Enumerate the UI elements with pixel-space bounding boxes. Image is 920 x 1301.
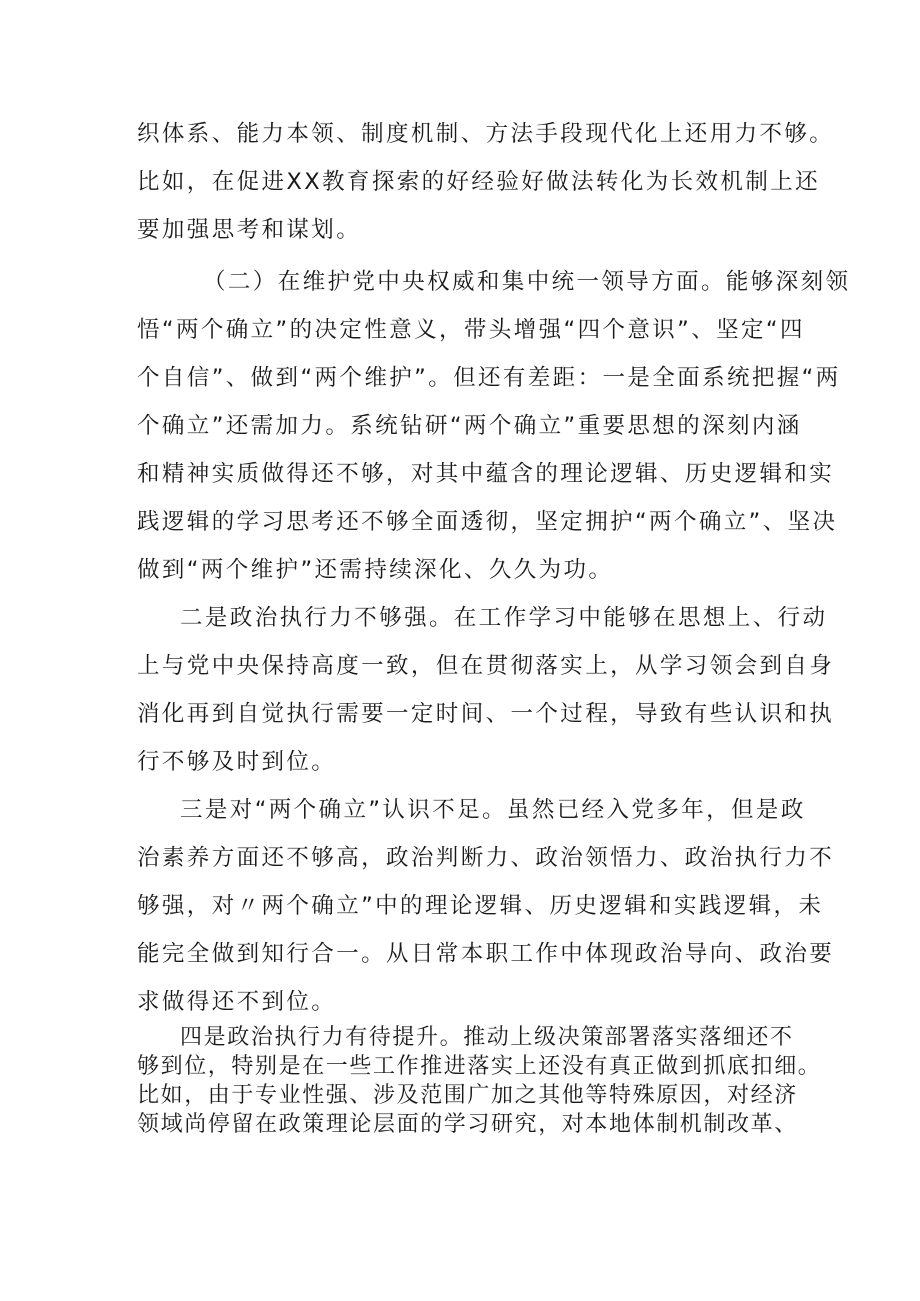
paragraph-point-two xyxy=(137,594,835,786)
text-line: 能完全做到知行合一。从日常本职工作中体现政治导向、政治要 xyxy=(137,941,835,967)
text-line: 要加强思考和谋划。 xyxy=(137,217,362,243)
paragraph-point-three xyxy=(137,786,835,1026)
text-line: 三是对“两个确立”认识不足。虽然已经入党多年，但是政 xyxy=(180,797,806,823)
text-line: 做到“两个维护”还需持续深化、久久为功。 xyxy=(137,557,614,583)
text-line: 治素养方面还不够高，政治判断力、政治领悟力、政治执行力不 xyxy=(137,845,835,871)
text-line: 上与党中央保持高度一致，但在贯彻落实上，从学习领会到自身 xyxy=(137,653,835,679)
text-line: 二是政治执行力不够强。在工作学习中能够在思想上、行动 xyxy=(180,605,828,631)
text-line: 比如，在促进XX教育探索的好经验好做法转化为长效机制上还 xyxy=(137,169,821,195)
paragraph-section-two xyxy=(137,258,851,594)
text-line: 够到位，特别是在一些工作推进落实上还没有真正做到抓底扣细。 xyxy=(137,1054,822,1079)
text-line: 个自信”、做到“两个维护”。但还有差距：一是全面系统把握“两 xyxy=(137,365,841,391)
text-line: 个确立”还需加力。系统钻研“两个确立”重要思想的深刻内涵 xyxy=(137,413,802,439)
text-line: 比如，由于专业性强、涉及范围广加之其他等特殊原因，对经济 xyxy=(137,1083,798,1108)
text-line: 践逻辑的学习思考还不够全面透彻，坚定拥护“两个确立”、坚决 xyxy=(137,509,838,535)
text-line: 悟“两个确立”的决定性意义，带头增强“四个意识”、坚定“四 xyxy=(137,317,805,343)
text-line: 求做得还不到位。 xyxy=(137,989,337,1015)
text-line: 四是政治执行力有待提升。推动上级决策部署落实落细还不 xyxy=(180,1025,794,1050)
text-line: 够强，对〃两个确立”中的理论逻辑、历史逻辑和实践逻辑，未 xyxy=(137,893,824,919)
paragraph-point-four xyxy=(137,1023,822,1139)
paragraph-continuation xyxy=(137,110,835,254)
text-line: 消化再到自觉执行需要一定时间、一个过程，导致有些认识和执 xyxy=(137,701,835,727)
text-line: （二）在维护党中央权威和集中统一领导方面。能够深刻领 xyxy=(203,269,851,295)
text-line: 和精神实质做得还不够，对其中蕴含的理论逻辑、历史逻辑和实 xyxy=(137,461,835,487)
text-line: 织体系、能力本领、制度机制、方法手段现代化上还用力不够。 xyxy=(137,121,835,147)
text-line: 领域尚停留在政策理论层面的学习研究，对本地体制机制改革、 xyxy=(137,1112,798,1137)
text-line: 行不够及时到位。 xyxy=(137,749,337,775)
